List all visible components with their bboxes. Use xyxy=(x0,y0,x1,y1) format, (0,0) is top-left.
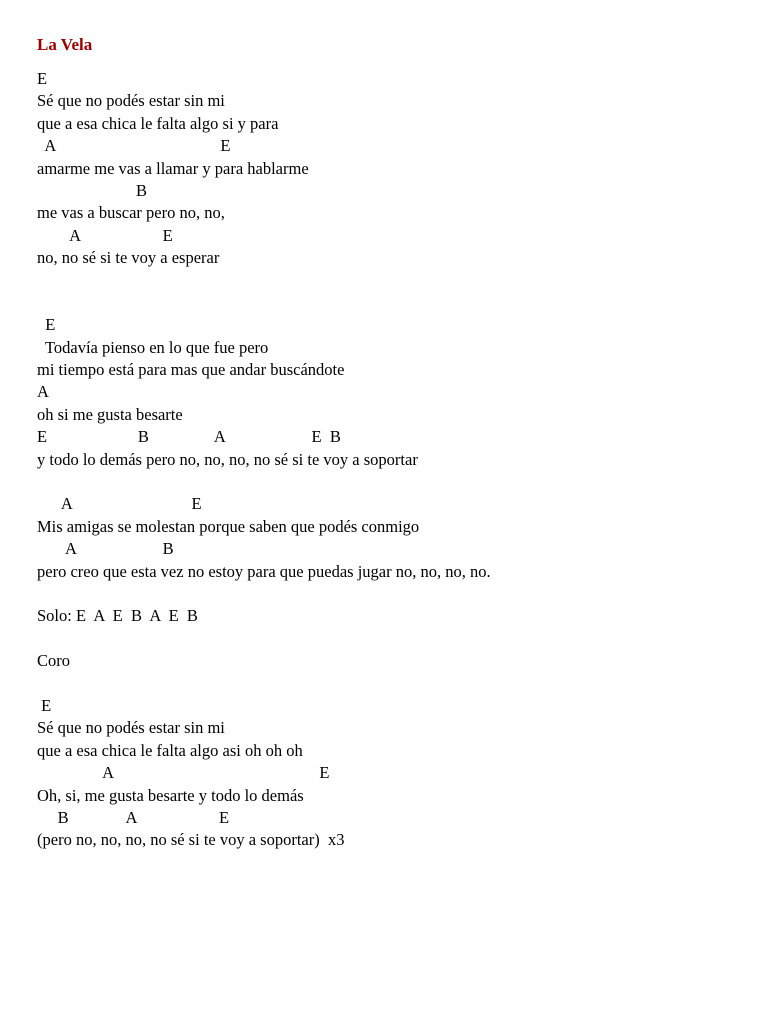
lyric-line: Todavía pienso en lo que fue pero xyxy=(37,337,269,357)
lyric-line: Sé que no podés estar sin mi xyxy=(37,91,225,111)
lyric-line: Oh, si, me gusta besarte y todo lo demás xyxy=(37,785,304,805)
lyric-line: Solo: E A E B A E B xyxy=(37,606,198,626)
lyric-line: Mis amigas se molestan porque saben que podés conmigo xyxy=(37,516,420,536)
chord-line: A B xyxy=(37,539,174,559)
lyric-line: pero creo que esta vez no estoy para que puedas jugar no, no, no, no. xyxy=(37,561,491,581)
blank-line xyxy=(37,292,737,314)
lyric-line: y todo lo demás pero no, no, no, no sé si te voy a soportar xyxy=(37,449,418,469)
chord-line: A E xyxy=(37,494,202,514)
chord-line: E xyxy=(37,315,56,335)
chord-line: E B A E B xyxy=(37,427,341,447)
lyric-line: Coro xyxy=(37,651,70,671)
chord-line: A E xyxy=(37,225,173,245)
lyric-line: me vas a buscar pero no, no, xyxy=(37,203,225,223)
blank-line xyxy=(37,471,737,493)
lyrics-and-chords xyxy=(37,68,737,852)
blank-line xyxy=(37,270,737,292)
lyric-line: que a esa chica le falta algo asi oh oh oh xyxy=(37,740,303,760)
lyric-line: Sé que no podés estar sin mi xyxy=(37,718,225,738)
lyric-line: oh si me gusta besarte xyxy=(37,404,183,424)
chord-line: E xyxy=(37,695,52,715)
lyric-line: amarme me vas a llamar y para hablarme xyxy=(37,158,309,178)
blank-line xyxy=(37,583,737,605)
chord-line: A xyxy=(37,382,49,402)
blank-line xyxy=(37,628,737,650)
chord-line: B A E xyxy=(37,807,230,827)
lyric-line: no, no sé si te voy a esperar xyxy=(37,248,220,268)
lyric-line: (pero no, no, no, no sé si te voy a soportar) x3 xyxy=(37,830,345,850)
chord-line: E xyxy=(37,69,48,88)
song-sheet xyxy=(37,34,737,852)
chord-line: A E xyxy=(37,136,231,156)
chord-line: A E xyxy=(37,763,330,783)
chord-line: B xyxy=(37,180,148,200)
lyric-line: que a esa chica le falta algo si y para xyxy=(37,113,279,133)
blank-line xyxy=(37,673,737,695)
song-title: La Vela xyxy=(37,35,93,54)
lyric-line: mi tiempo está para mas que andar buscándote xyxy=(37,360,345,380)
